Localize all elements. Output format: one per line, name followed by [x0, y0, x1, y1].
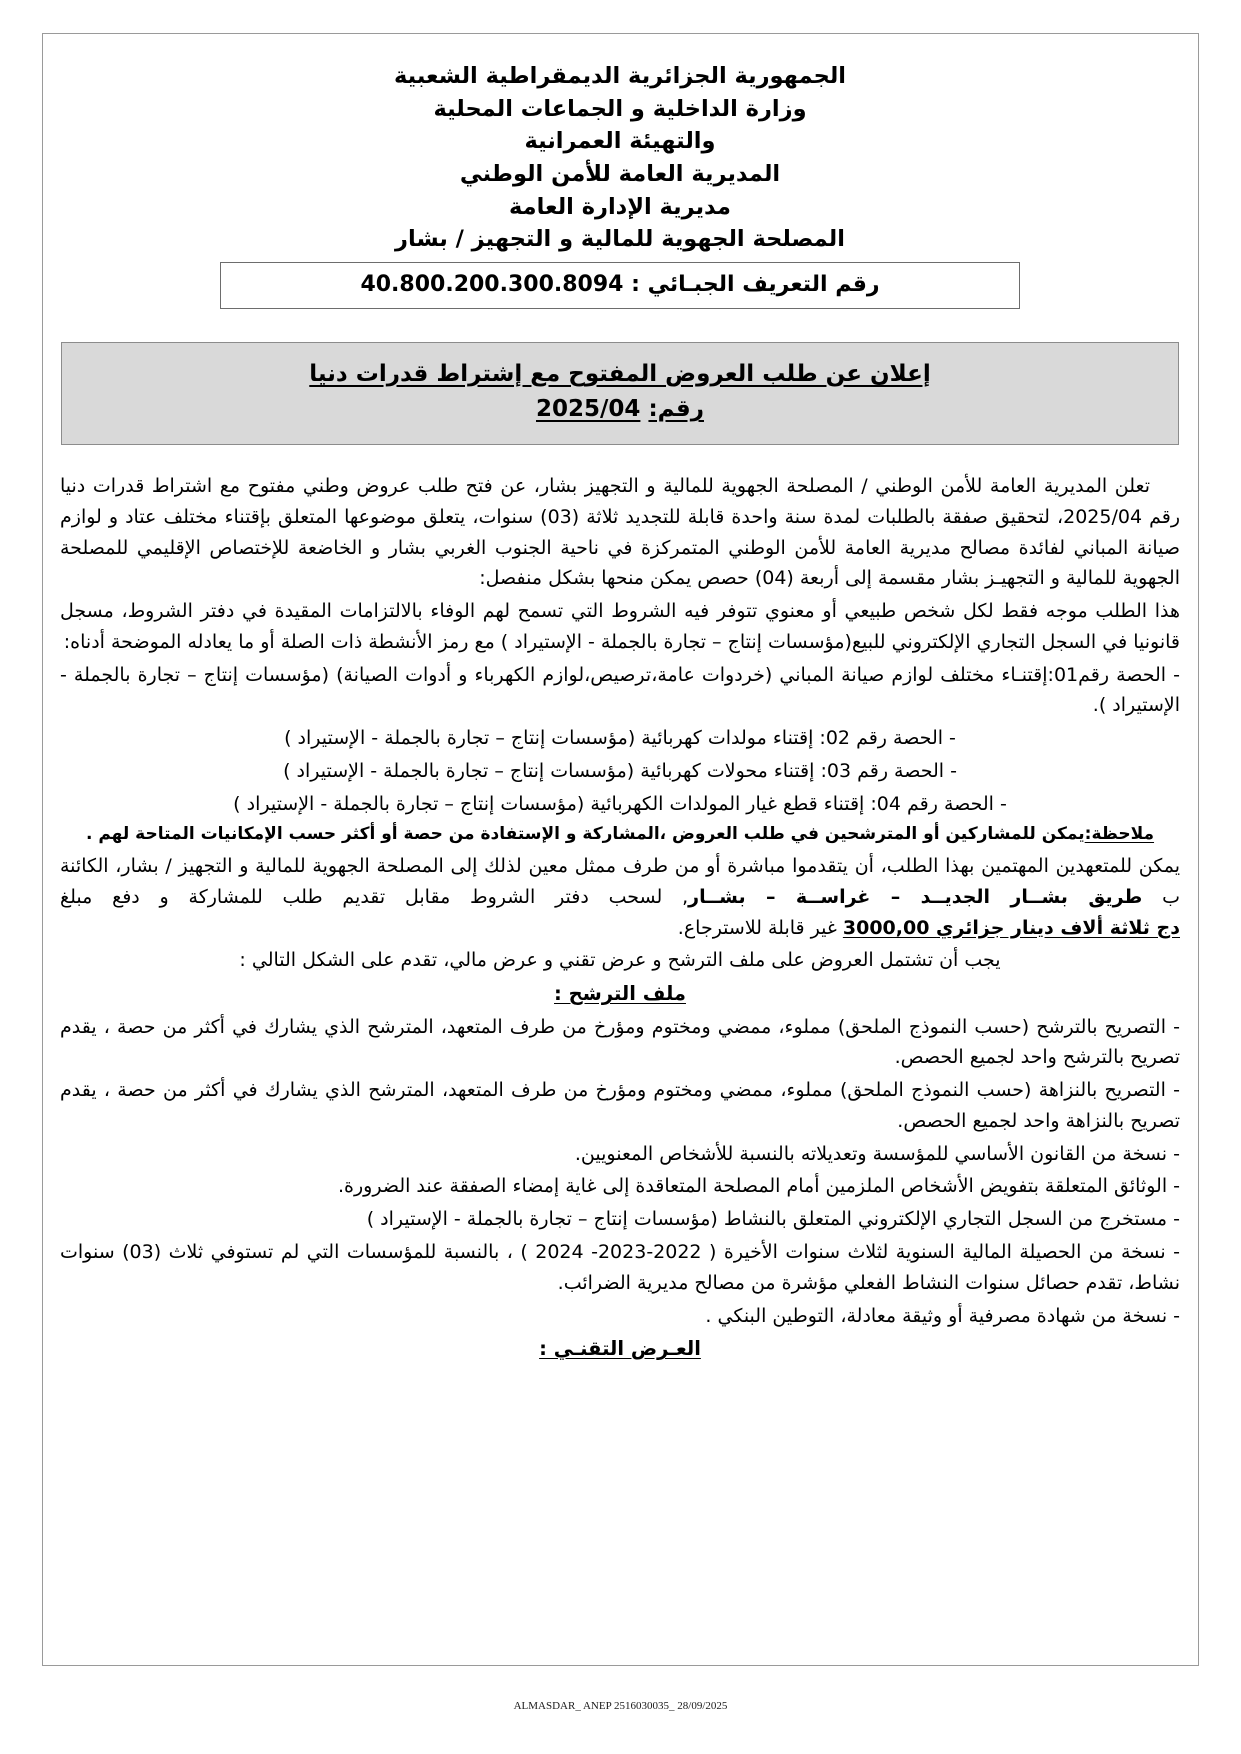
- candidature-item-mandate: - الوثائق المتعلقة بتفويض الأشخاص الملزمين أمام المصلحة المتعاقدة إلى غاية إمضاء الصفقة عند الضرورة.: [338, 1175, 1180, 1198]
- withdrawal-address: طريق بشــار الجديــد – غراســة – بشــار: [688, 885, 1143, 908]
- announcement-title-box: [61, 342, 1179, 445]
- candidature-item-statutes: - نسخة من القانون الأساسي للمؤسسة وتعديلاته بالنسبة للأشخاص المعنويين.: [574, 1142, 1180, 1165]
- announcement-title-text: إعلان عن طلب العروض المفتوح مع إشتراط قدرات دنيا: [309, 360, 931, 387]
- participation-note: [60, 821, 1180, 849]
- withdrawal-text-part1: يمكن للمتعهدين المهتمين بهذا الطلب، أن يتقدموا مباشرة أو من طرف ممثل معين لذلك إلى المصلحة الجهوية للمالية و التجهيز / بشار، الكائنة ب: [60, 854, 1180, 908]
- announcement-number-value: 2025/04: [536, 396, 641, 423]
- note-label: ملاحظة:: [1084, 824, 1155, 845]
- lot-item-03: - الحصة رقم 03: إقتناء محولات كهربائية (مؤسسات إنتاج – تجارة بالجملة - الإستيراد ): [283, 759, 957, 782]
- lot-item-02: - الحصة رقم 02: إقتناء مولدات كهربائية (مؤسسات إنتاج – تجارة بالجملة - الإستيراد ): [284, 727, 956, 750]
- organization-header: [60, 60, 1180, 256]
- section-heading-technical-offer-text: العـرض التقنـي :: [539, 1337, 701, 1361]
- tax-identification-box: [220, 262, 1020, 309]
- lot-item-04: - الحصة رقم 04: إقتناء قطع غيار المولدات الكهربائية (مؤسسات إنتاج – تجارة بالجملة - الإستيراد ): [233, 792, 1007, 815]
- header-line-ministry: وزارة الداخلية و الجماعات المحلية: [433, 95, 807, 122]
- announcement-number-line: [72, 392, 1168, 428]
- offer-structure-intro: يجب أن تشتمل العروض على ملف الترشح و عرض تقني و عرض مالي، تقدم على الشكل التالي :: [239, 949, 1001, 972]
- withdrawal-fee-amount: 3000,00 دج ثلاثة ألاف دينار جزائري: [842, 916, 1180, 939]
- announcement-number-label: رقم:: [648, 396, 704, 423]
- tax-id-value: 40.800.200.300.8094: [360, 271, 624, 297]
- header-line-dgsn: المديرية العامة للأمن الوطني: [459, 160, 781, 187]
- header-line-planning: والتهيئة العمرانية: [524, 128, 716, 155]
- document-content: [60, 60, 1180, 1367]
- section-heading-technical-offer: [60, 1333, 1180, 1365]
- candidature-item-register: - مستخرج من السجل التجاري الإلكتروني المتعلق بالنشاط (مؤسسات إنتاج – تجارة بالجملة - الإستيراد ): [366, 1208, 1180, 1231]
- tax-id-label: رقم التعريف الجبـائي :: [631, 271, 880, 297]
- eligibility-paragraph: هذا الطلب موجه فقط لكل شخص طبيعي أو معنوي تتوفر فيه الشروط التي تسمح لهم الوفاء بالالتزامات المقيدة في دفتر الشروط، مسجل قانونيا في السجل التجاري الإلكتروني للبيع(مؤسسات إنتاج – تجارة بالجملة - الإستيراد ) مع رمز الأنشطة ذات الصلة أو ما يعادله الموضحة أدناه:: [60, 600, 1180, 653]
- withdrawal-paragraph: [60, 851, 1180, 943]
- section-heading-candidature-text: ملف الترشح :: [554, 982, 686, 1006]
- announcement-body: [60, 471, 1180, 1365]
- candidature-item-bank: - نسخة من شهادة مصرفية أو وثيقة معادلة، التوطين البنكي .: [705, 1304, 1180, 1327]
- header-line-republic: الجمهورية الجزائرية الديمقراطية الشعبية: [394, 63, 846, 89]
- intro-paragraph: تعلن المديرية العامة للأمن الوطني / المصلحة الجهوية للمالية و التجهيز بشار، عن فتح طلب عروض وطني مفتوح مع اشتراط قدرات دنيا رقم 2025/04، لتحقيق صفقة بالطلبات لمدة سنة واحدة قابلة للتجديد ثلاثة (03) سنوات، يتعلق موضوعها المتعلق بإقتناء مختلف عتاد و لوازم صيانة المباني لفائدة مصالح مديرية العامة للأمن الوطني المتمركزة في ناحية الجنوب الغربي بشار و الخاضعة للإختصاص الإقليمي للمصلحة الجهوية للمالية و التجهيـز بشار مقسمة إلى أربعة (04) حصص يمكن منحها بشكل منفصل:: [60, 475, 1181, 590]
- announcement-title-line: [72, 357, 1168, 393]
- note-text: يمكن للمشاركين أو المترشحين في طلب العروض ،المشاركة و الإستفادة من حصة أو أكثر حسب الإمكانيات المتاحة لهم .: [85, 824, 1085, 845]
- withdrawal-text-part3: غير قابلة للاسترجاع.: [677, 916, 837, 939]
- header-line-admin: مديرية الإدارة العامة: [509, 193, 731, 220]
- header-line-regional: المصلحة الجهوية للمالية و التجهيز / بشار: [395, 226, 845, 253]
- candidature-item-financials: - نسخة من الحصيلة المالية السنوية لثلاث سنوات الأخيرة ( 2022-2023- 2024 ) ، بالنسبة للمؤسسات التي لم تستوفي ثلاث (03) سنوات نشاط، تقدم حصائل سنوات النشاط الفعلي مؤشرة من مصالح مديرية الضرائب.: [60, 1240, 1181, 1294]
- candidature-item-integrity: - التصريح بالنزاهة (حسب النموذج الملحق) مملوء، ممضي ومختوم ومؤرخ من طرف المتعهد، المترشح الذي يشارك في أكثر من حصة ، يقدم تصريح بالنزاهة واحد لجميع الحصص.: [60, 1079, 1180, 1132]
- page-footer: ALMASDAR_ ANEP 2516030035_ 28/09/2025: [513, 1700, 728, 1712]
- lot-item-01: - الحصة رقم01:إقتنـاء مختلف لوازم صيانة المباني (خردوات عامة،ترصيص،لوازم الكهرباء و أدوات الصيانة) (مؤسسات إنتاج – تجارة بالجملة - الإستيراد ).: [60, 663, 1180, 717]
- candidature-item-declaration: - التصريح بالترشح (حسب النموذج الملحق) مملوء، ممضي ومختوم ومؤرخ من طرف المتعهد، المترشح الذي يشارك في أكثر من حصة ، يقدم تصريح بالترشح واحد لجميع الحصص.: [60, 1015, 1180, 1069]
- section-heading-candidature: [60, 978, 1180, 1010]
- withdrawal-text-part2: , لسحب دفتر الشروط مقابل تقديم طلب للمشاركة و دفع مبلغ: [60, 885, 689, 908]
